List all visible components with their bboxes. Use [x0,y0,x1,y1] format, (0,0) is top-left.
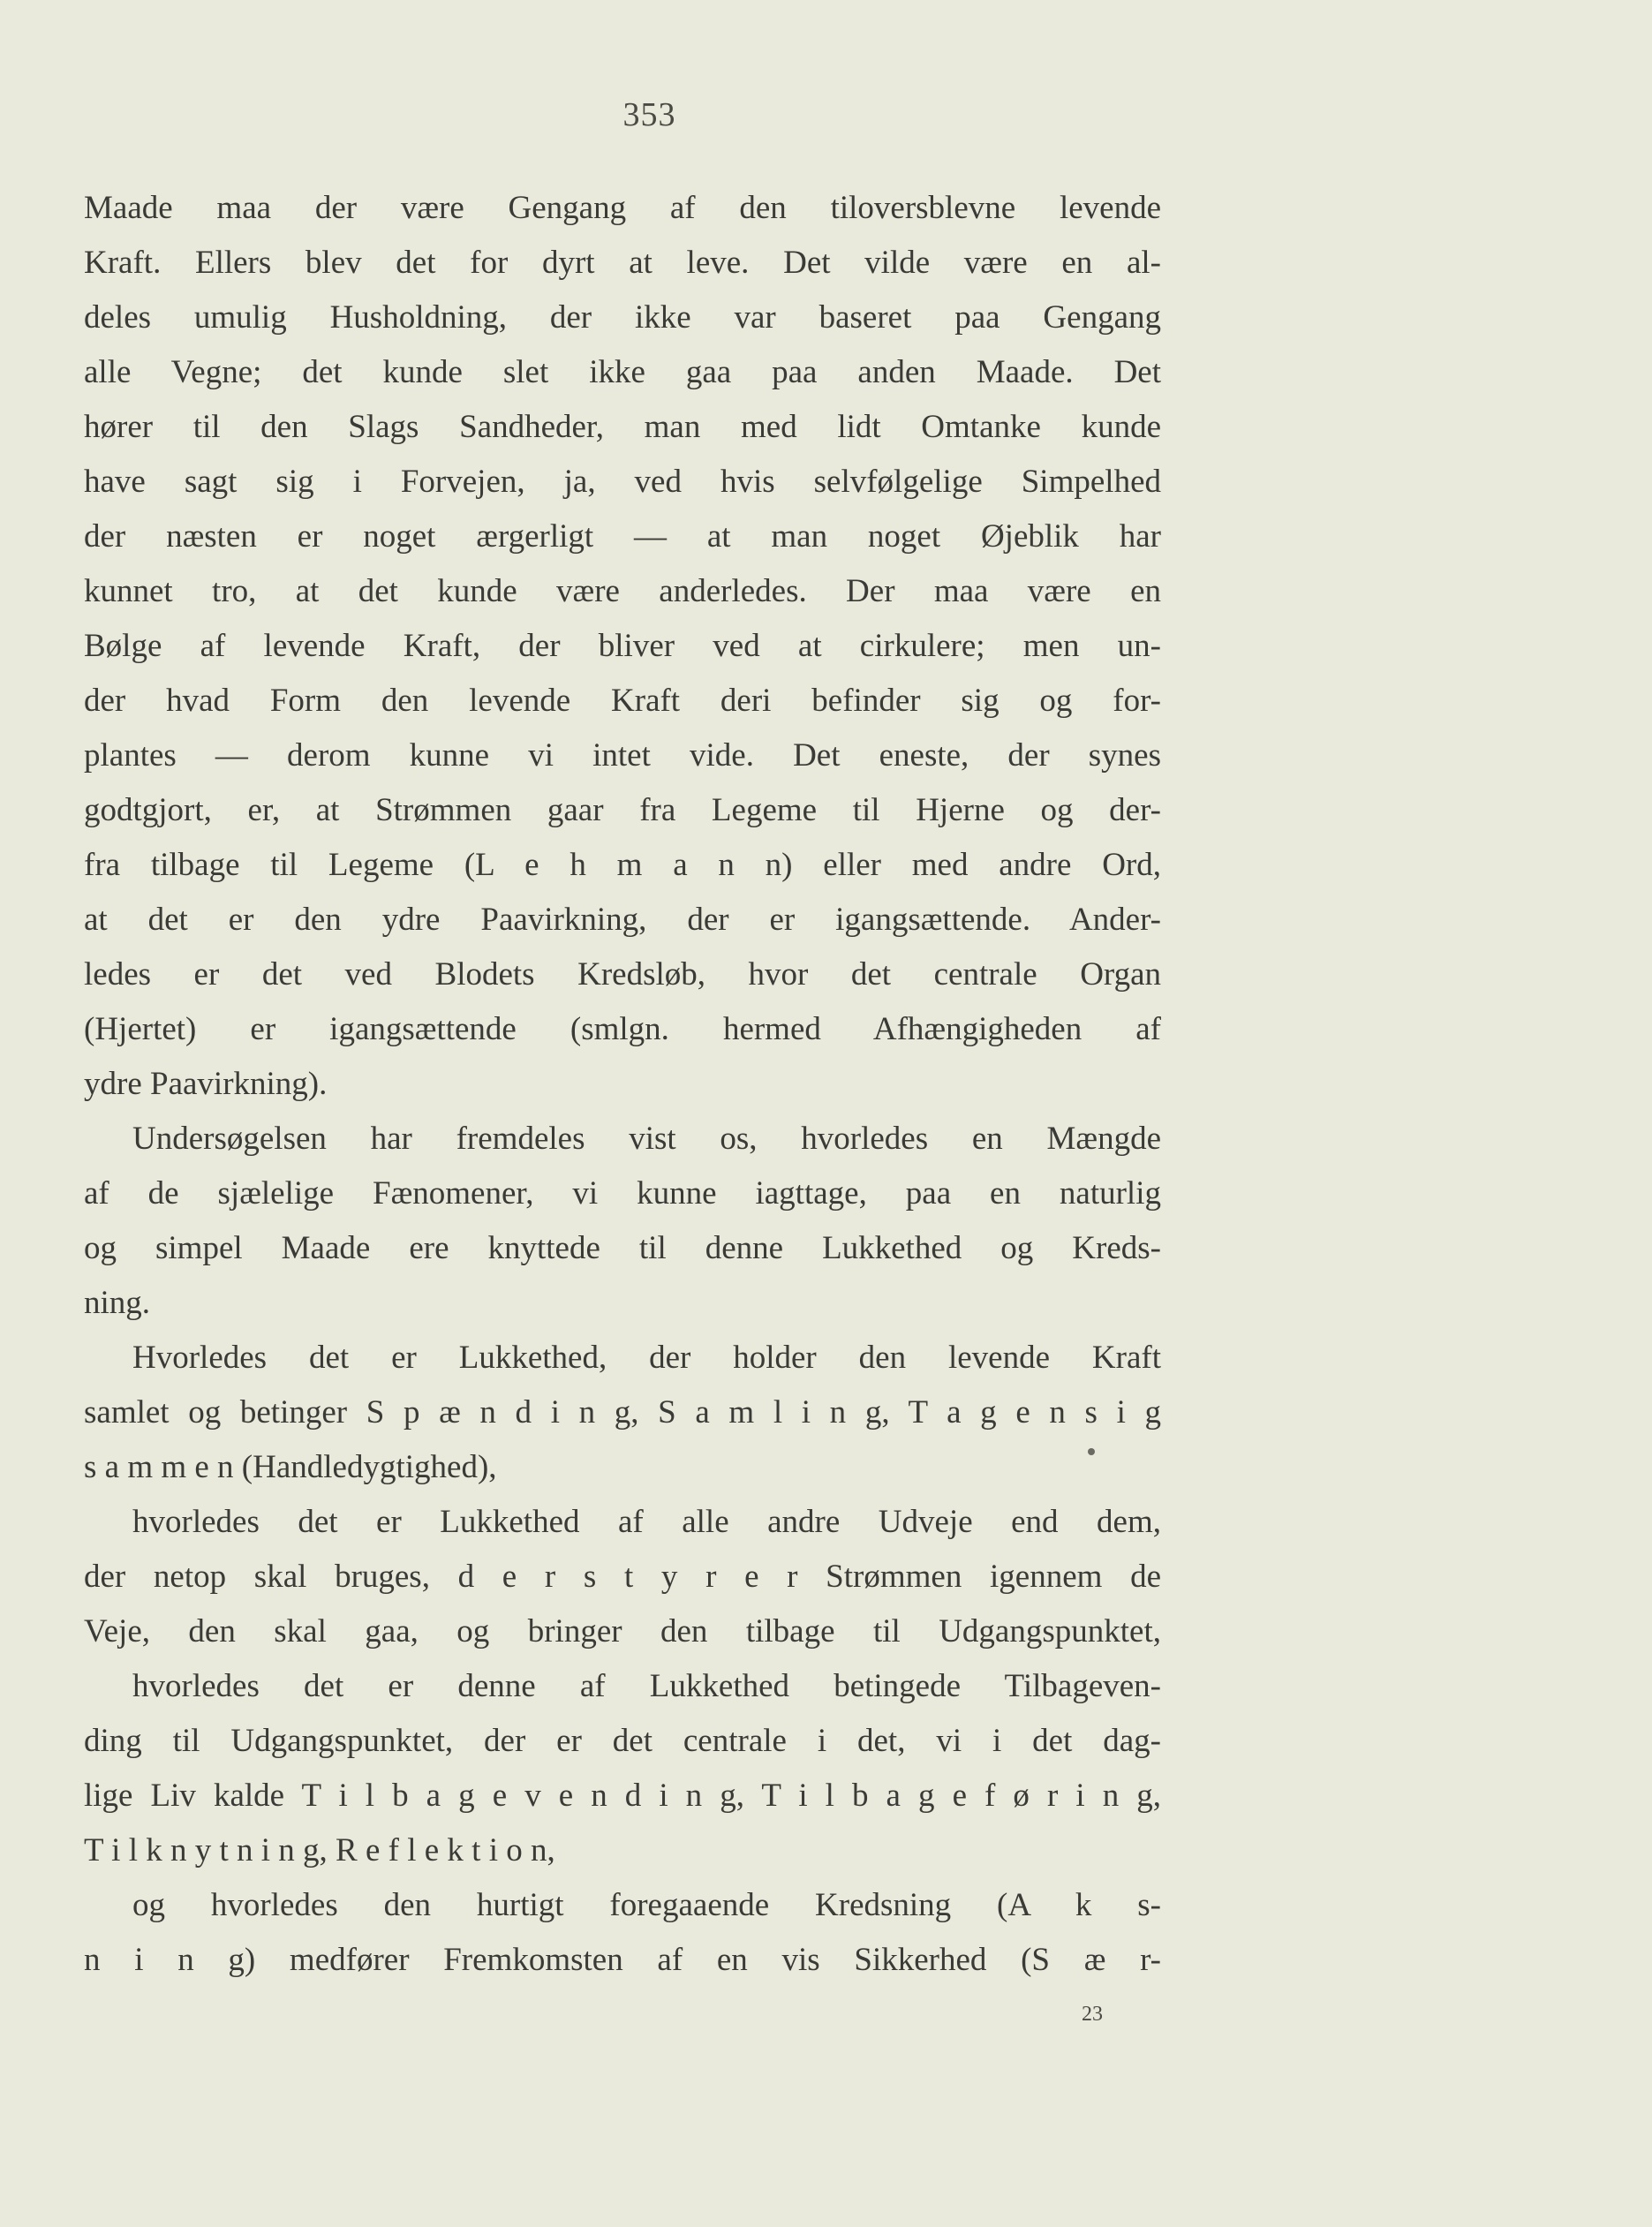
text-line: s a m m e n (Handledygtighed), [84,1449,497,1485]
text-line: Maade maa der være Gengang af den tiloversblevne levende [84,190,1161,226]
text-line: hvorledes det er denne af Lukkethed betingede Tilbageven- [132,1668,1161,1704]
text-line: der næsten er noget ærgerligt — at man noget Øjeblik har [84,518,1161,555]
text-line: der netop skal bruges, d e r s t y r e r Strømmen igennem de [84,1559,1161,1595]
text-line: hører til den Slags Sandheder, man med lidt Omtanke kunde [84,409,1161,445]
signature-mark: 23 [1082,2003,1103,2026]
text-line: ledes er det ved Blodets Kredsløb, hvor det centrale Organ [84,956,1161,993]
body-text [84,181,1161,1988]
text-line: godtgjort, er, at Strømmen gaar fra Legeme til Hjerne og der- [84,792,1161,828]
text-line: og hvorledes den hurtigt foregaaende Kredsning (A k s- [132,1887,1161,1923]
text-line: lige Liv kalde T i l b a g e v e n d i n g, T i l b a g e f ø r i n g, [84,1778,1161,1814]
text-line: at det er den ydre Paavirkning, der er igangsættende. Ander- [84,902,1161,938]
text-line: deles umulig Husholdning, der ikke var baseret paa Gengang [84,299,1161,336]
text-line: n i n g) medfører Fremkomsten af en vis Sikkerhed (S æ r- [84,1942,1161,1978]
text-line: Hvorledes det er Lukkethed, der holder den levende Kraft [132,1340,1161,1376]
text-line: plantes — derom kunne vi intet vide. Det eneste, der synes [84,737,1161,774]
text-line: (Hjertet) er igangsættende (smlgn. hermed Afhængigheden af [84,1011,1161,1047]
text-line: fra tilbage til Legeme (L e h m a n n) eller med andre Ord, [84,847,1161,883]
ink-speck [1088,1448,1095,1455]
text-line: hvorledes det er Lukkethed af alle andre Udveje end dem, [132,1504,1161,1540]
text-line: have sagt sig i Forvejen, ja, ved hvis selvfølgelige Simpelhed [84,464,1161,500]
text-line: Veje, den skal gaa, og bringer den tilbage til Udgangspunktet, [84,1613,1161,1649]
text-line: der hvad Form den levende Kraft deri befinder sig og for- [84,683,1161,719]
text-line: ding til Udgangspunktet, der er det centrale i det, vi i det dag- [84,1723,1161,1759]
text-line: ning. [84,1285,151,1321]
text-line: Bølge af levende Kraft, der bliver ved at cirkulere; men un- [84,628,1161,664]
text-line: Kraft. Ellers blev det for dyrt at leve. Det vilde være en al- [84,245,1161,281]
text-line: T i l k n y t n i n g, R e f l e k t i o n, [84,1832,555,1868]
text-line: samlet og betinger S p æ n d i n g, S a m l i n g, T a g e n s i g [84,1394,1161,1431]
page-number: 353 [622,96,676,133]
text-line: kunnet tro, at det kunde være anderledes. Der maa være en [84,573,1161,609]
text-line: og simpel Maade ere knyttede til denne Lukkethed og Kreds- [84,1230,1161,1266]
text-line: Undersøgelsen har fremdeles vist os, hvorledes en Mængde [132,1121,1161,1157]
text-line: af de sjælelige Fænomener, vi kunne iagttage, paa en naturlig [84,1175,1161,1212]
text-line: alle Vegne; det kunde slet ikke gaa paa anden Maade. Det [84,354,1161,390]
text-line: ydre Paavirkning). [84,1066,328,1102]
